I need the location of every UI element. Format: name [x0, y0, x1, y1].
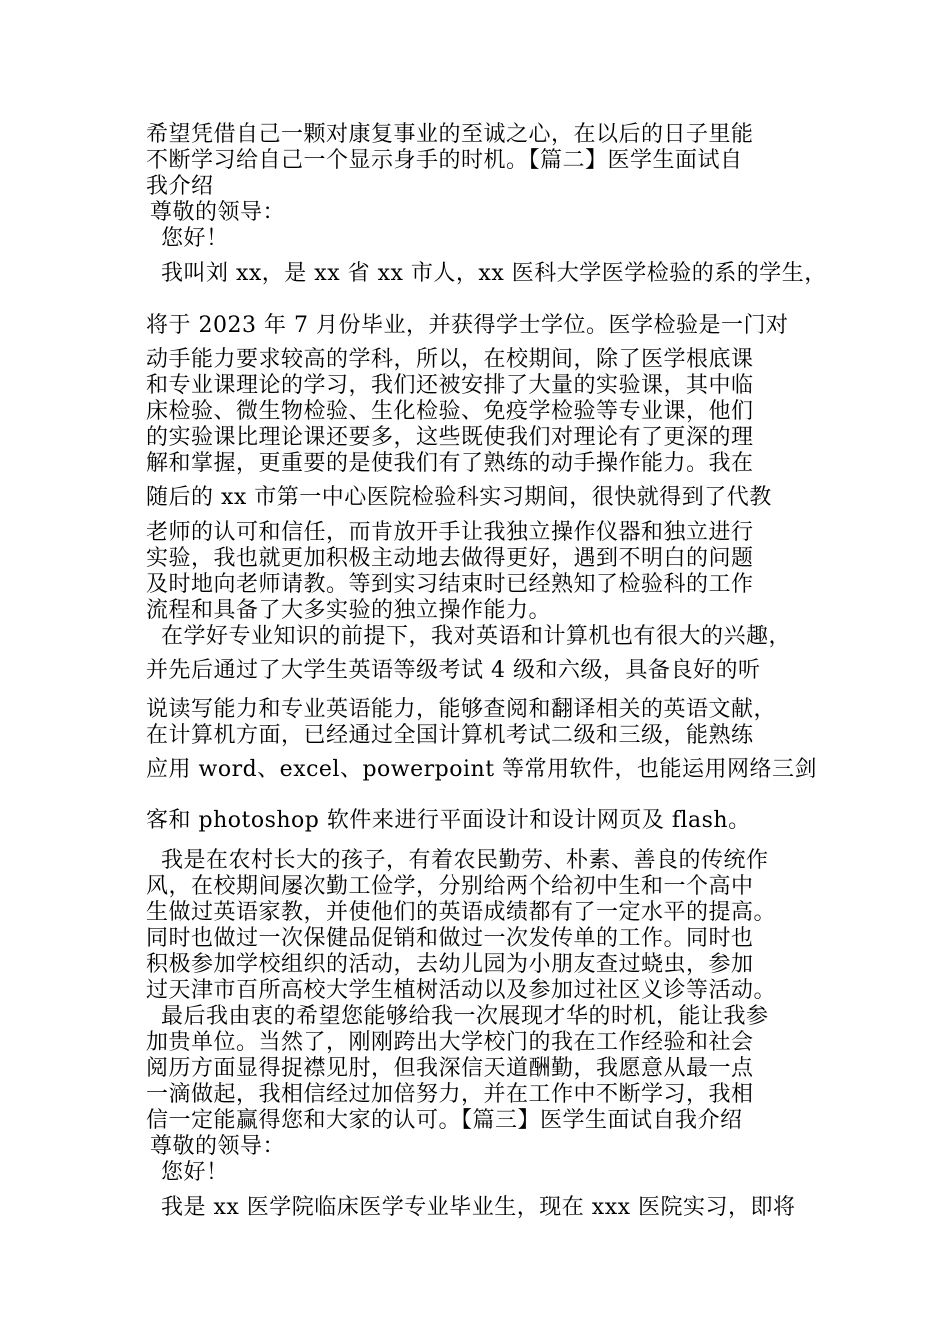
text-line: 不断学习给自己一个显示身手的时机。【篇二】医学生面试自	[146, 148, 743, 173]
text-line: 流程和具备了大多实验的独立操作能力。	[146, 598, 552, 623]
text-line: 我介绍	[146, 174, 214, 199]
text-line: 和专业课理论的学习，我们还被安排了大量的实验课，其中临	[146, 373, 754, 398]
text-line: 及时地向老师请教。等到实习结束时已经熟知了检验科的工作	[146, 572, 754, 597]
text-line: 在学好专业知识的前提下，我对英语和计算机也有很大的兴趣，	[161, 624, 792, 649]
text-line: 床检验、微生物检验、生化检验、免疫学检验等专业课，他们	[146, 399, 754, 424]
text-line: 风，在校期间屡次勤工俭学，分别给两个给初中生和一个高中	[146, 874, 754, 899]
text-line: 一滴做起，我相信经过加倍努力，并在工作中不断学习，我相	[146, 1082, 754, 1107]
text-line: 的实验课比理论课还要多，这些既使我们对理论有了更深的理	[146, 425, 754, 450]
text-line: 老师的认可和信任，而肯放开手让我独立操作仪器和独立进行	[146, 520, 754, 545]
text-line: 在计算机方面，已经通过全国计算机考试二级和三级，能熟练	[146, 723, 754, 748]
text-line: 信一定能赢得您和大家的认可。【篇三】医学生面试自我介绍	[146, 1108, 743, 1133]
text-line: 实验，我也就更加积极主动地去做得更好，遇到不明白的问题	[146, 546, 754, 571]
text-line: 随后的 xx 市第一中心医院检验科实习期间，很快就得到了代教	[146, 485, 772, 510]
text-line: 说读写能力和专业英语能力，能够查阅和翻译相关的英语文献，	[146, 697, 777, 722]
text-line: 客和 photoshop 软件来进行平面设计和设计网页及 flash。	[146, 808, 751, 833]
text-line: 并先后通过了大学生英语等级考试 4 级和六级，具备良好的听	[146, 658, 761, 683]
text-line: 加贵单位。当然了，刚刚跨出大学校门的我在工作经验和社会	[146, 1030, 754, 1055]
greeting: 您好！	[161, 226, 229, 251]
text-line: 应用 word、excel、powerpoint 等常用软件，也能运用网络三剑	[146, 757, 818, 782]
greeting: 您好！	[161, 1160, 229, 1185]
text-line: 解和掌握，更重要的是使我们有了熟练的动手操作能力。我在	[146, 451, 754, 476]
text-line: 最后我由衷的希望您能够给我一次展现才华的时机，能让我参	[161, 1004, 769, 1029]
salutation: 尊敬的领导：	[150, 200, 286, 225]
text-line: 阅历方面显得捉襟见肘，但我深信天道酬勤，我愿意从最一点	[146, 1056, 754, 1081]
text-line: 过天津市百所高校大学生植树活动以及参加过社区义诊等活动。	[146, 978, 777, 1003]
text-line: 动手能力要求较高的学科，所以，在校期间，除了医学根底课	[146, 347, 754, 372]
text-line: 我是在农村长大的孩子，有着农民勤劳、朴素、善良的传统作	[161, 848, 769, 873]
salutation: 尊敬的领导：	[150, 1134, 286, 1159]
text-line: 生做过英语家教，并使他们的英语成绩都有了一定水平的提高。	[146, 900, 777, 925]
text-line: 我是 xx 医学院临床医学专业毕业生，现在 xxx 医院实习，即将	[161, 1195, 796, 1220]
text-line: 将于 2023 年 7 月份毕业，并获得学士学位。医学检验是一门对	[146, 313, 789, 338]
text-line: 希望凭借自己一颗对康复事业的至诚之心，在以后的日子里能	[146, 122, 754, 147]
text-line: 积极参加学校组织的活动，去幼儿园为小朋友查过蛲虫，参加	[146, 952, 754, 977]
text-line: 我叫刘 xx，是 xx 省 xx 市人，xx 医科大学医学检验的系的学生，	[161, 261, 827, 286]
text-line: 同时也做过一次保健品促销和做过一次发传单的工作。同时也	[146, 926, 754, 951]
